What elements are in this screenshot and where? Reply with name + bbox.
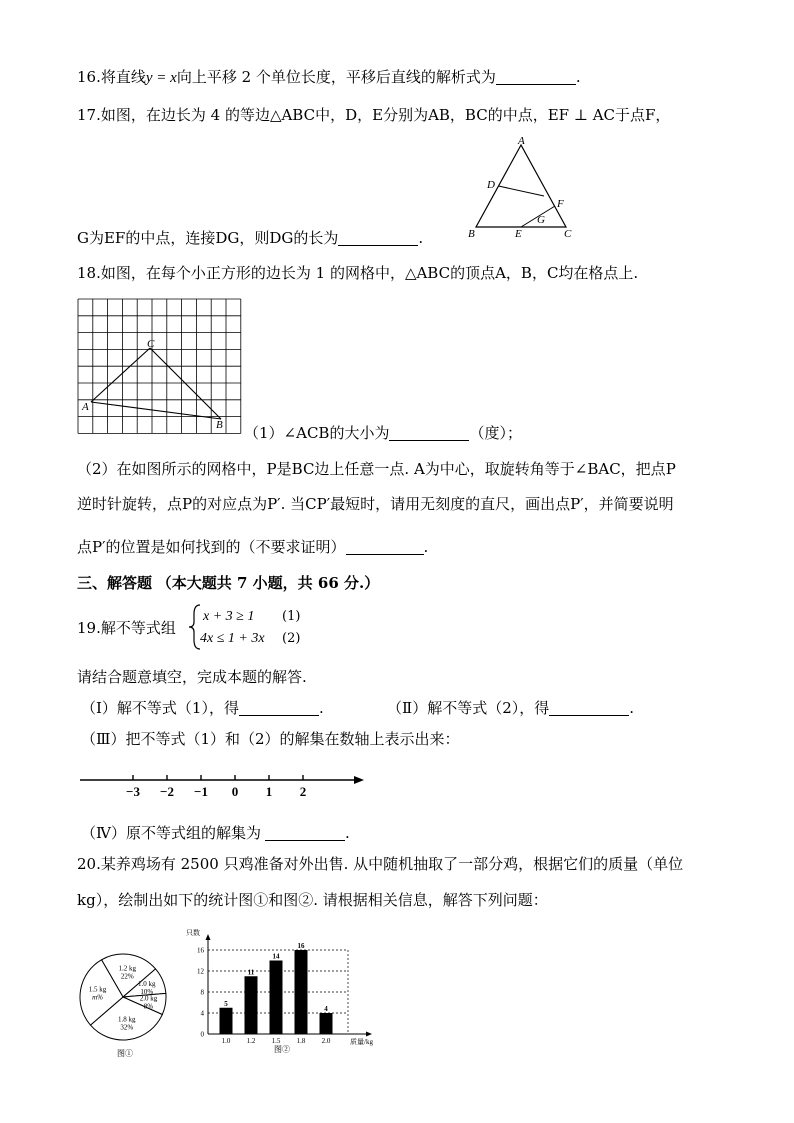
q19-inequality-1: x + 3 ≥ 1 bbox=[203, 609, 255, 624]
number-line-label: −2 bbox=[160, 784, 174, 799]
q19-lead: 19.解不等式组 bbox=[77, 619, 176, 637]
q16-equation: y = x bbox=[145, 70, 177, 86]
q18-part1: （1）∠ACB的大小为 （度）； bbox=[244, 424, 522, 442]
q19-step1-blank[interactable] bbox=[239, 699, 319, 716]
pie-slice-label: 1.2 kg bbox=[118, 964, 137, 973]
q16-answer-blank[interactable] bbox=[496, 68, 576, 85]
bar bbox=[295, 950, 308, 1034]
q19-step1: （Ⅰ）解不等式（1），得 . bbox=[81, 699, 324, 717]
q17-label-A: A bbox=[518, 135, 525, 147]
bar-category-label: 1.2 bbox=[246, 1037, 256, 1045]
q19-step3: （Ⅲ）把不等式（1）和（2）的解集在数轴上表示出来： bbox=[81, 730, 460, 748]
bar-data-label: 16 bbox=[297, 942, 305, 950]
q20-line2: kg），绘制出如下的统计图①和图②. 请根据相关信息，解答下列问题： bbox=[77, 891, 548, 909]
q19-step4: （Ⅳ）原不等式组的解集为 . bbox=[81, 824, 350, 842]
pie-slice-label: 2.0 kg bbox=[139, 994, 158, 1003]
bar-data-label: 14 bbox=[272, 952, 280, 961]
bar-category-label: 1.0 bbox=[221, 1037, 231, 1045]
number-line-label: 2 bbox=[299, 784, 307, 799]
q18-part1-blank[interactable] bbox=[389, 424, 469, 441]
pie-slice-value: 22% bbox=[120, 972, 134, 981]
q19-instruction: 请结合题意填空，完成本题的解答. bbox=[77, 668, 307, 686]
q18-label-A: A bbox=[82, 401, 89, 413]
bar-ytick-label: 12 bbox=[197, 967, 204, 976]
q16-number: 16. bbox=[77, 68, 101, 86]
q17-label-F: F bbox=[557, 198, 564, 210]
bar-caption: 图② bbox=[274, 1045, 290, 1054]
q17-label-C: C bbox=[564, 228, 572, 240]
bar-category-label: 2.0 bbox=[321, 1037, 331, 1045]
pie-slice-label: 1.8 kg bbox=[118, 1015, 136, 1024]
bar-category-label: 1.5 bbox=[271, 1037, 281, 1045]
q18-grid-figure bbox=[76, 297, 241, 437]
pie-slice-value: m% bbox=[92, 993, 104, 1002]
number-line-label: −3 bbox=[126, 784, 140, 799]
q18-part2-line2: 逆时针旋转，点P的对应点为P′. 当CP′最短时，请用无刻度的直尺，画出点P′，并简要说明 bbox=[77, 495, 674, 513]
number-line-label: 1 bbox=[265, 784, 273, 799]
q19-tag-2: (2) bbox=[282, 631, 301, 646]
bar-ytick-label: 0 bbox=[200, 1030, 204, 1039]
q16-line: 16.将直线y = x向上平移 2 个单位长度，平移后直线的解析式为 . bbox=[77, 68, 581, 86]
bar-data-label: 4 bbox=[324, 1005, 328, 1013]
bar-data-label: 5 bbox=[224, 999, 228, 1008]
bar bbox=[220, 1008, 233, 1034]
bar bbox=[270, 961, 283, 1035]
q17-line1: 17.如图，在边长为 4 的等边△ABC中，D，E分别为AB，BC的中点，EF ⊥ AC于点F， bbox=[77, 106, 671, 124]
pie-chart bbox=[75, 945, 185, 1065]
q18-part2-line1: （2）在如图所示的网格中，P是BC边上任意一点. A为中心，取旋转角等于∠BAC，把点P bbox=[77, 460, 676, 478]
pie-slice-value: 10% bbox=[140, 988, 154, 997]
q19-inequality-2: 4x ≤ 1 + 3x bbox=[200, 631, 265, 646]
bar-data-label: 11 bbox=[247, 968, 255, 977]
q18-line1: 18.如图，在每个小正方形的边长为 1 的网格中，△ABC的顶点A，B，C均在格点上. bbox=[77, 264, 639, 282]
q17-label-G: G bbox=[537, 214, 545, 226]
number-line-label: 0 bbox=[231, 784, 239, 799]
pie-slice-label: 1.5 kg bbox=[88, 985, 107, 994]
bar-category-label: 1.8 bbox=[296, 1037, 306, 1045]
q19-step2-blank[interactable] bbox=[549, 699, 629, 716]
q19-tag-1: (1) bbox=[282, 609, 301, 624]
q20-number: 20. bbox=[77, 855, 101, 873]
q17-label-E: E bbox=[515, 228, 522, 240]
bar-ytick-label: 8 bbox=[200, 988, 204, 997]
bar-ytick-label: 4 bbox=[200, 1009, 204, 1018]
bar-ylabel: 只数 bbox=[186, 929, 200, 937]
q18-label-B: B bbox=[216, 419, 223, 431]
q18-part2-line3: 点P′的位置是如何找到的（不要求证明） . bbox=[77, 538, 429, 556]
q17-line2: G为EF的中点，连接DG，则DG的长为 . bbox=[77, 229, 424, 247]
q19-step4-blank[interactable] bbox=[265, 824, 345, 841]
q19-number-line bbox=[80, 770, 370, 810]
bar bbox=[320, 1013, 333, 1034]
q17-label-D: D bbox=[487, 179, 495, 191]
q18-label-C: C bbox=[147, 338, 155, 350]
number-line-label: −1 bbox=[194, 784, 208, 799]
pie-slice-value: 8% bbox=[143, 1002, 154, 1011]
bar-ytick-label: 16 bbox=[197, 946, 204, 955]
bar bbox=[245, 976, 258, 1034]
q19-number: 19. bbox=[77, 619, 101, 637]
q18-number: 18. bbox=[77, 264, 101, 282]
q17-triangle-figure bbox=[460, 135, 580, 245]
q20-line1: 20.某养鸡场有 2500 只鸡准备对外出售. 从中随机抽取了一部分鸡，根据它们的质量（单位 bbox=[77, 855, 684, 873]
q19-step2: （Ⅱ）解不等式（2），得 . bbox=[387, 699, 635, 717]
q17-answer-blank[interactable] bbox=[338, 229, 418, 246]
section3-heading: 三、解答题 （本大题共 7 小题，共 66 分.） bbox=[77, 574, 380, 592]
pie-slice-label: 1.0 kg bbox=[138, 980, 156, 989]
q18-part2-blank[interactable] bbox=[346, 538, 424, 555]
pie-caption: 图① bbox=[117, 1049, 133, 1058]
bar-chart bbox=[178, 928, 393, 1053]
q17-label-B: B bbox=[468, 228, 475, 240]
bar-xlabel: 质量/kg bbox=[350, 1038, 373, 1046]
pie-slice-value: 32% bbox=[120, 1023, 134, 1032]
q17-number: 17. bbox=[77, 106, 101, 124]
